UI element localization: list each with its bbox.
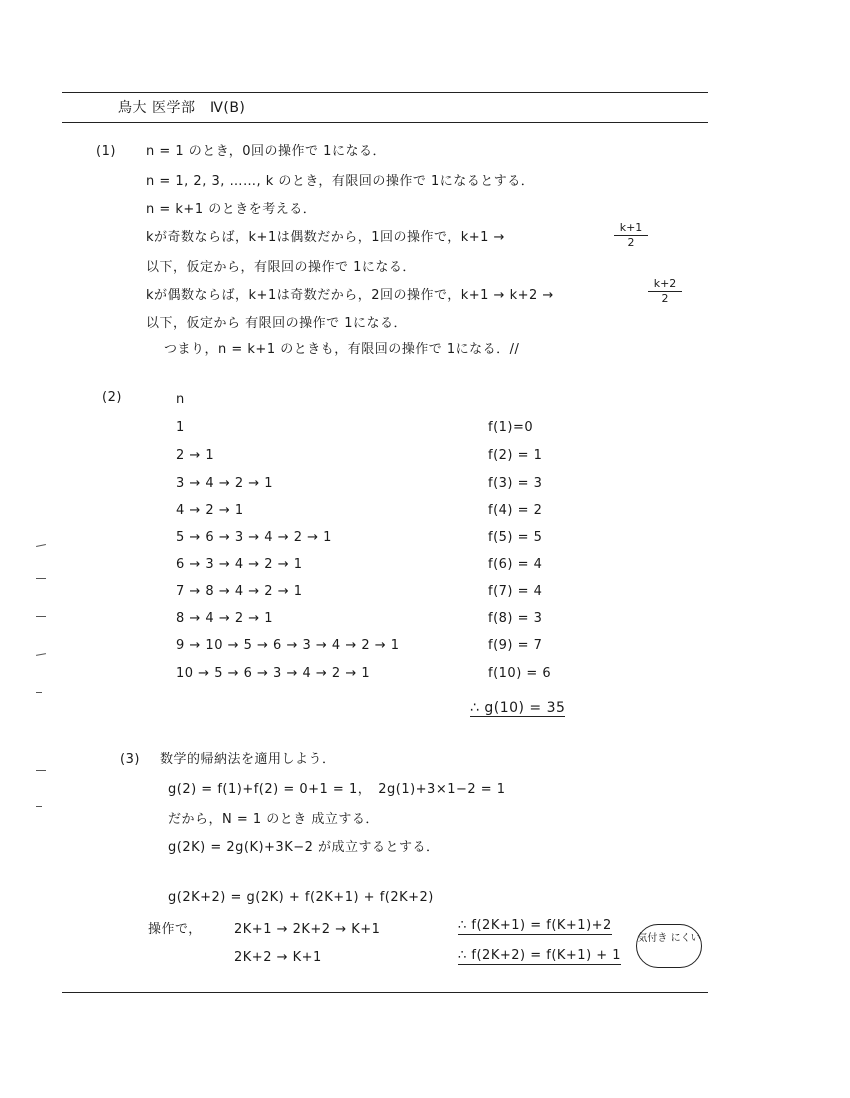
part3-line: 数学的帰納法を適用しよう． [160,752,336,767]
f-value: f(2) = 1 [488,448,543,463]
margin-note-bubble: 気付き にくい [636,924,702,968]
fraction-denominator: 2 [627,236,635,249]
fraction-denominator: 2 [661,292,669,305]
f-value: f(10) = 6 [488,666,552,681]
part3-label: (3) [120,752,140,767]
part1-line: 以下，仮定から 有限回の操作で 1になる． [146,316,408,331]
part3-line: g(2) = f(1)+f(2) = 0+1 = 1， 2g(1)+3×1−2 = 1 [168,782,506,797]
margin-mark [36,544,46,547]
sequence-chain: 7 → 8 → 4 → 2 → 1 [176,584,303,599]
f-value: f(1)=0 [488,420,534,435]
part3-line: g(2K) = 2g(K)+3K−2 が成立するとする． [168,840,440,855]
part1-line: n = 1 のとき，0回の操作で 1になる． [146,144,386,159]
sequence-chain: 9 → 10 → 5 → 6 → 3 → 4 → 2 → 1 [176,638,400,653]
part1-line: kが奇数ならば，k+1は偶数だから，1回の操作で，k+1 → [146,230,505,245]
sequence-chain: 3 → 4 → 2 → 1 [176,476,274,491]
sequence-chain: 2 → 1 [176,448,215,463]
f-value: f(8) = 3 [488,611,543,626]
margin-mark [36,578,46,579]
part1-line: 以下，仮定から，有限回の操作で 1になる． [146,260,416,275]
part2-label: (2) [102,390,122,405]
operation-label: 操作で， [148,922,202,937]
header-top-rule [62,92,708,93]
margin-mark [36,806,42,807]
sequence-chain: 6 → 3 → 4 → 2 → 1 [176,557,303,572]
sequence-chain: 10 → 5 → 6 → 3 → 4 → 2 → 1 [176,666,371,681]
operation-result: ∴ f(2K+2) = f(K+1) + 1 [458,948,622,963]
fraction-k-plus-1-over-2 [614,222,648,249]
part2-column-header: n [176,392,185,407]
margin-mark [36,653,46,656]
fraction-k-plus-2-over-2 [648,278,682,305]
fraction-numerator: k+2 [653,277,677,290]
sequence-chain: 4 → 2 → 1 [176,503,244,518]
operation-step: 2K+2 → K+1 [234,950,322,965]
f-value: f(3) = 3 [488,476,543,491]
margin-mark [36,692,42,693]
f-value: f(4) = 2 [488,503,543,518]
footer-rule [62,992,708,993]
part1-conclusion: つまり，n = k+1 のときも，有限回の操作で 1になる．// [164,342,520,357]
part1-line: kが偶数ならば，k+1は奇数だから，2回の操作で，k+1 → k+2 → [146,288,554,303]
page-title: 鳥大 医学部 Ⅳ(B) [118,100,246,116]
header-bottom-rule [62,122,708,123]
f-value: f(7) = 4 [488,584,543,599]
f-value: f(9) = 7 [488,638,543,653]
f-value: f(6) = 4 [488,557,543,572]
sequence-chain: 5 → 6 → 3 → 4 → 2 → 1 [176,530,332,545]
sequence-chain: 1 [176,420,185,435]
sequence-chain: 8 → 4 → 2 → 1 [176,611,274,626]
f-value: f(5) = 5 [488,530,543,545]
operation-step: 2K+1 → 2K+2 → K+1 [234,922,381,937]
operation-result: ∴ f(2K+1) = f(K+1)+2 [458,918,612,933]
part3-line: g(2K+2) = g(2K) + f(2K+1) + f(2K+2) [168,890,434,905]
part3-line: だから，N = 1 のとき 成立する． [168,812,379,827]
margin-mark [36,770,46,771]
margin-mark [36,616,46,617]
part1-line: n = 1, 2, 3, ……, k のとき，有限回の操作で 1になるとする． [146,174,535,189]
part2-result: ∴ g(10) = 35 [470,700,566,716]
part1-label: (1) [96,144,116,159]
fraction-numerator: k+1 [619,221,643,234]
part1-line: n = k+1 のときを考える． [146,202,317,217]
